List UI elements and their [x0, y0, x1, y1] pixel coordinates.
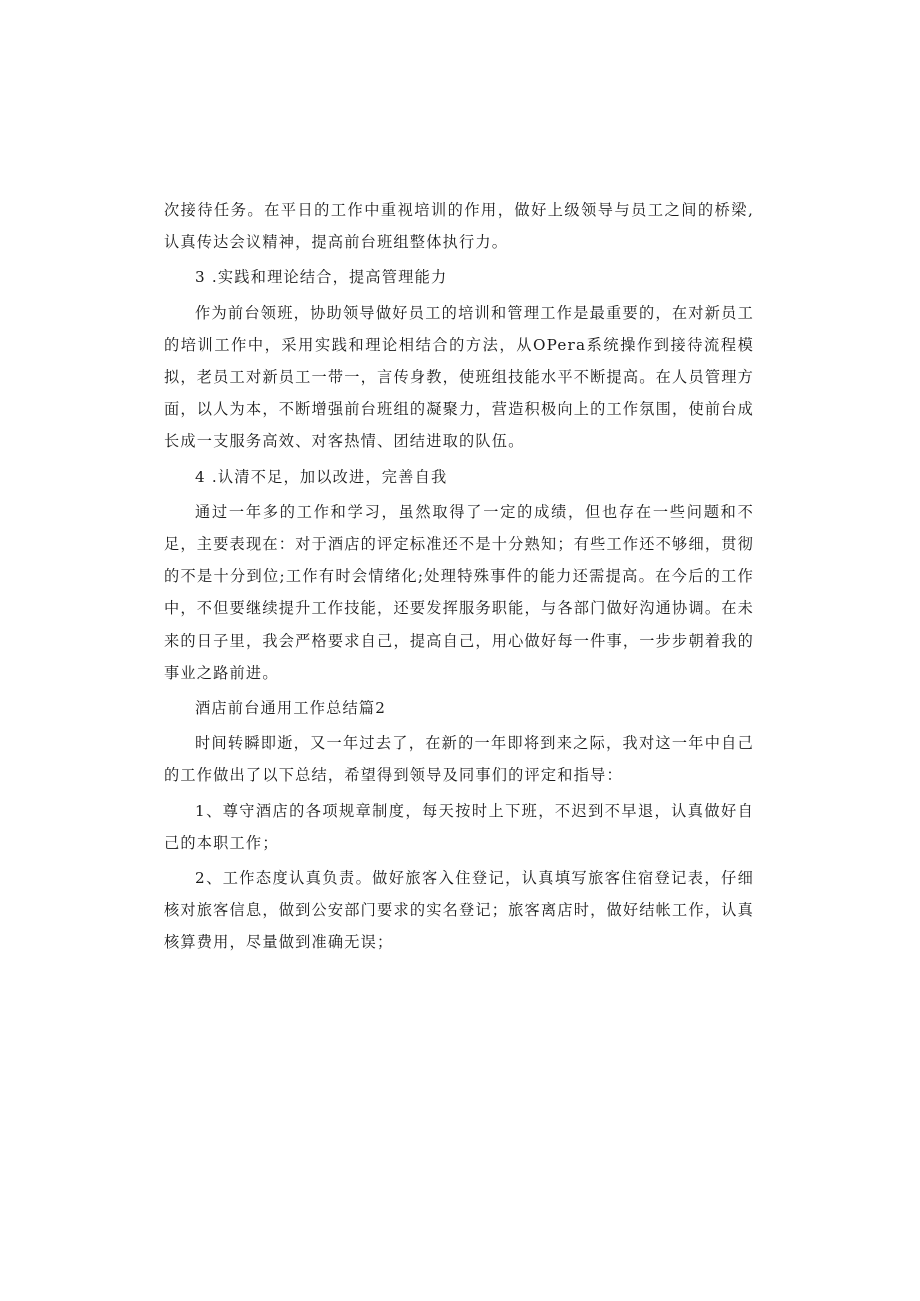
- paragraph-shortcomings: 通过一年多的工作和学习，虽然取得了一定的成绩，但也存在一些问题和不足，主要表现在：对于酒店的评定标准还不是十分熟知；有些工作还不够细，贯彻的不是十分到位;工作有时会情绪化;处理特殊事件的能力还需提高。在今后的工作中，不但要继续提升工作技能，还要发挥服务职能，与各部门做好沟通协调。在未来的日子里，我会严格要求自己，提高自己，用心做好每一件事，一步步朝着我的事业之路前进。: [164, 502, 754, 682]
- article-title: 酒店前台通用工作总结篇2: [195, 699, 387, 718]
- paragraph-intro: 时间转瞬即逝，又一年过去了，在新的一年即将到来之际，我对这一年中自己的工作做出了以下总结，希望得到领导及同事们的评定和指导：: [164, 734, 754, 785]
- list-item-1: 1、尊守酒店的各项规章制度，每天按时上下班，不迟到不早退，认真做好自己的本职工作；: [164, 801, 754, 852]
- section-heading-3: 3 .实践和理论结合，提高管理能力: [195, 268, 448, 287]
- paragraph-management: 作为前台领班，协助领导做好员工的培训和管理工作是最重要的，在对新员工的培训工作中，采用实践和理论相结合的方法，从OPera系统操作到接待流程模拟，老员工对新员工一带一，言传身教，使班组技能水平不断提高。在人员管理方面，以人为本，不断增强前台班组的凝聚力，营造积极向上的工作氛围，使前台成长成一支服务高效、对客热情、团结进取的队伍。: [164, 303, 754, 451]
- paragraph-continuation: 次接待任务。在平日的工作中重视培训的作用，做好上级领导与员工之间的桥梁,认真传达会议精神，提高前台班组整体执行力。: [164, 201, 754, 252]
- document-body: [164, 194, 754, 959]
- section-heading-4: 4 .认清不足，加以改进，完善自我: [195, 467, 448, 486]
- list-item-2: 2、工作态度认真负责。做好旅客入住登记，认真填写旅客住宿登记表，仔细核对旅客信息，做到公安部门要求的实名登记；旅客离店时，做好结帐工作，认真核算费用，尽量做到准确无误；: [164, 869, 754, 952]
